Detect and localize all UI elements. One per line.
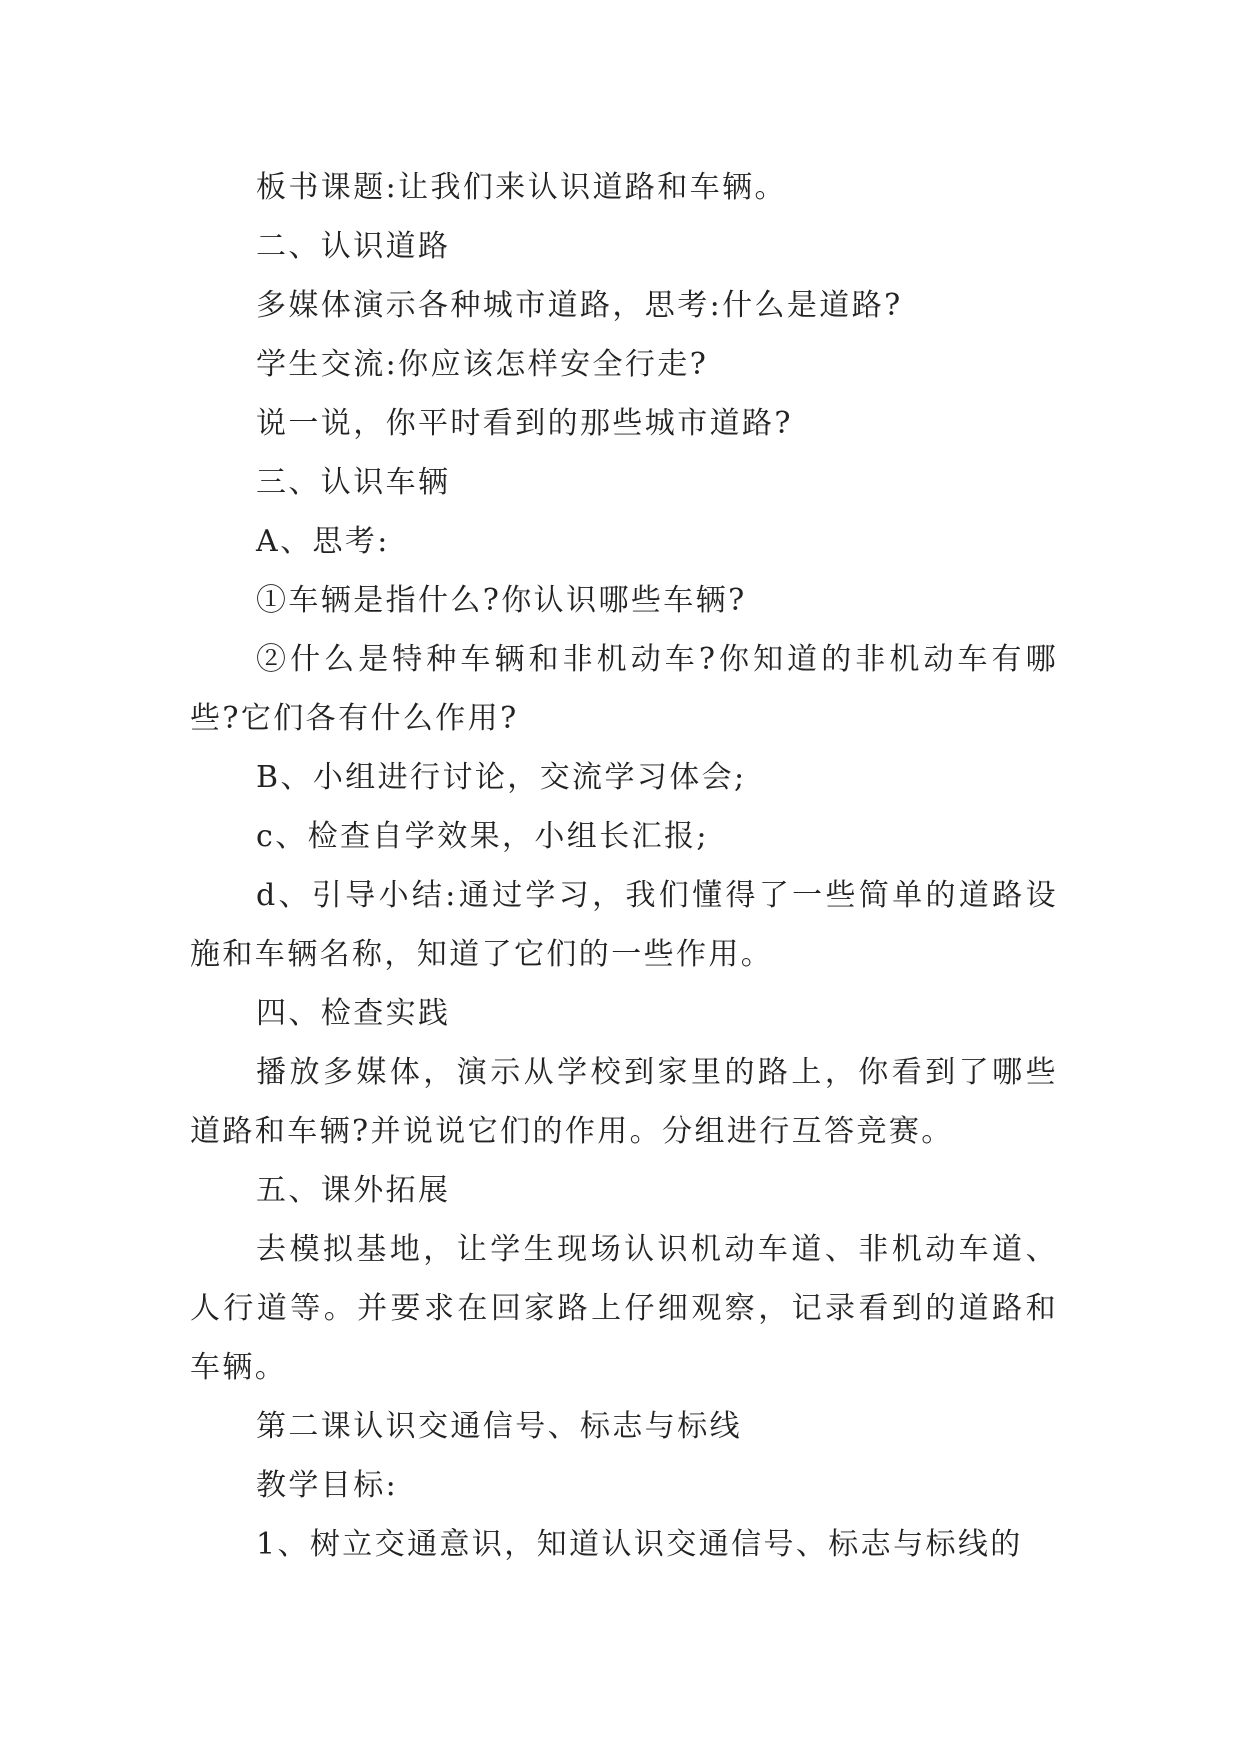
lesson-heading: 第二课认识交通信号、标志与标线 xyxy=(256,1409,742,1444)
paragraph: B、小组进行讨论，交流学习体会; xyxy=(256,760,747,795)
paragraph: ②什么是特种车辆和非机动车?你知道的非机动车有哪些?它们各有什么作用? xyxy=(190,642,1058,736)
paragraph: 学生交流:你应该怎样安全行走? xyxy=(256,347,709,382)
paragraph-lesson-title: 板书课题:让我们来认识道路和车辆。 xyxy=(256,170,787,205)
paragraph: c、检查自学效果，小组长汇报; xyxy=(256,819,709,854)
section-heading-extension: 五、课外拓展 xyxy=(256,1173,451,1208)
paragraph: d、引导小结:通过学习，我们懂得了一些简单的道路设施和车辆名称，知道了它们的一些作用。 xyxy=(190,878,1058,972)
section-heading-roads: 二、认识道路 xyxy=(256,229,451,264)
paragraph: 说一说，你平时看到的那些城市道路? xyxy=(256,406,793,441)
paragraph: 播放多媒体，演示从学校到家里的路上，你看到了哪些道路和车辆?并说说它们的作用。分组进行互答竞赛。 xyxy=(190,1055,1058,1149)
section-heading-practice: 四、检查实践 xyxy=(256,996,451,1031)
paragraph: 去模拟基地，让学生现场认识机动车道、非机动车道、人行道等。并要求在回家路上仔细观察，记录看到的道路和车辆。 xyxy=(190,1232,1058,1385)
section-heading-vehicles: 三、认识车辆 xyxy=(256,465,451,500)
paragraph: A、思考: xyxy=(256,524,390,559)
paragraph: 多媒体演示各种城市道路，思考:什么是道路? xyxy=(256,288,903,323)
paragraph: ①车辆是指什么?你认识哪些车辆? xyxy=(256,583,747,618)
document-page xyxy=(190,158,1058,1574)
paragraph: 教学目标: xyxy=(256,1468,399,1503)
paragraph: 1、树立交通意识，知道认识交通信号、标志与标线的 xyxy=(256,1527,1023,1562)
